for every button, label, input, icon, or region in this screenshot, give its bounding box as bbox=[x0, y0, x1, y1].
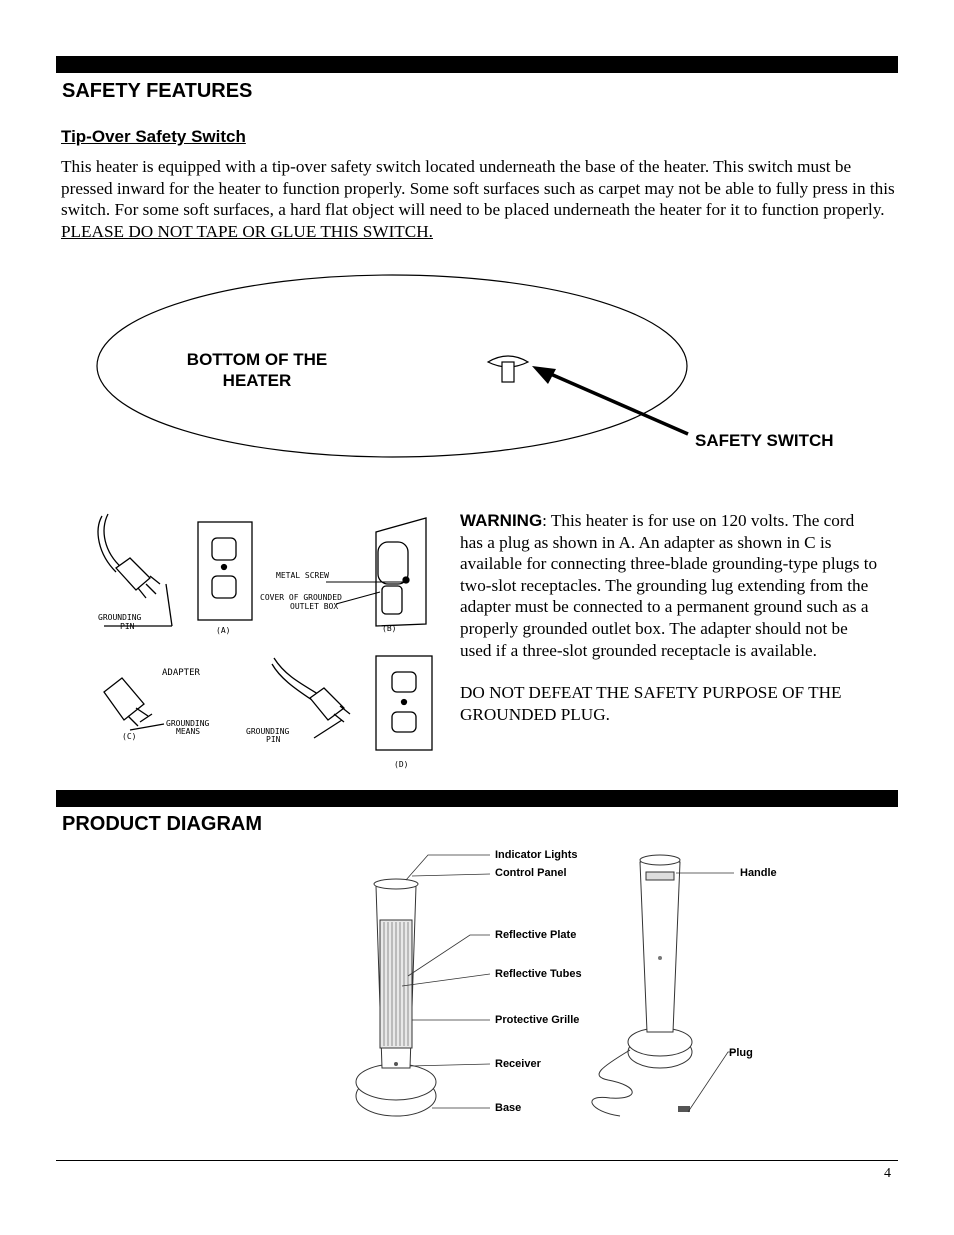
safety-switch-figure bbox=[0, 0, 954, 500]
tip-over-heading: Tip-Over Safety Switch bbox=[61, 127, 246, 146]
outlet-b-drawing bbox=[376, 518, 426, 626]
section-title-safety: SAFETY FEATURES bbox=[62, 80, 253, 102]
label-indicator-lights: Indicator Lights bbox=[495, 849, 578, 861]
grounding-means-label-1: GROUNDING bbox=[166, 719, 210, 728]
page-number: 4 bbox=[884, 1166, 891, 1181]
grounding-pin-label-c2: PIN bbox=[266, 735, 281, 744]
label-receiver: Receiver bbox=[495, 1058, 541, 1070]
footer-rule bbox=[56, 1160, 898, 1161]
receiver-dot bbox=[394, 1062, 398, 1066]
label-plug: Plug bbox=[729, 1047, 753, 1059]
warning-paragraph bbox=[460, 510, 880, 661]
grounding-pin-label-a2: PIN bbox=[120, 622, 135, 631]
leader-lines bbox=[402, 855, 736, 1112]
bottom-of-heater-label: BOTTOM OF THE HEATER bbox=[186, 350, 328, 390]
label-base: Base bbox=[495, 1102, 522, 1114]
label-d: (D) bbox=[394, 760, 409, 769]
cover-label-2: OUTLET BOX bbox=[290, 602, 339, 611]
grounding-pin-label-a: GROUNDING bbox=[98, 613, 142, 622]
metal-screw-label: METAL SCREW bbox=[276, 571, 329, 580]
switch-arrow-head bbox=[532, 366, 556, 384]
switch-icon bbox=[488, 356, 528, 382]
warning-text: : This heater is for use on 120 volts. The cord has a plug as shown in A. An adapter as shown in C is available for connecting three-blade grounding-type plugs to two-slot receptacles. The grounding lug extending from the adapter must be connected to a permanent ground such as a properly grounded outlet box. The adapter should not be used if a three-slot grounded receptacle is available. bbox=[460, 511, 878, 660]
label-b: (B) bbox=[382, 624, 397, 633]
adapter-label: ADAPTER bbox=[162, 668, 200, 678]
side-dot bbox=[658, 956, 662, 960]
plug-c-drawing bbox=[272, 658, 350, 738]
grounding-means-label-2: MEANS bbox=[176, 727, 201, 736]
heater-side-drawing bbox=[628, 855, 692, 1068]
tip-over-body: This heater is equipped with a tip-over safety switch located underneath the base of the heater. This switch must be pressed inward for the heater to function properly. Some soft surfaces such as carpet may not be able to fully press in this switch. For some soft surfaces, a hard flat object will need to be placed underneath the heater for it to function properly. bbox=[61, 157, 895, 220]
power-cord bbox=[592, 1050, 632, 1116]
cover-label-1: COVER OF GROUNDED bbox=[260, 593, 342, 602]
label-reflective-plate: Reflective Plate bbox=[495, 929, 577, 941]
outlet-d-drawing bbox=[376, 656, 432, 750]
warning-label: WARNING bbox=[460, 511, 543, 530]
adapter-c-drawing bbox=[104, 678, 164, 730]
section-divider-bar bbox=[56, 790, 898, 807]
safety-switch-label: SAFETY SWITCH bbox=[695, 431, 834, 450]
grounding-plug-figure bbox=[80, 508, 456, 780]
heater-front-tubes bbox=[384, 922, 408, 1046]
label-control-panel: Control Panel bbox=[495, 867, 567, 879]
label-protective-grille: Protective Grille bbox=[495, 1014, 580, 1026]
section-title-product: PRODUCT DIAGRAM bbox=[62, 813, 262, 835]
tip-over-caution: PLEASE DO NOT TAPE OR GLUE THIS SWITCH. bbox=[61, 221, 433, 241]
plug-a-drawing bbox=[98, 514, 172, 626]
label-c: (C) bbox=[122, 732, 137, 741]
outlet-a-drawing bbox=[198, 522, 252, 620]
grounding-pin-label-c: GROUNDING bbox=[246, 727, 290, 736]
warning-block bbox=[460, 510, 880, 725]
product-diagram bbox=[340, 836, 810, 1148]
label-a: (A) bbox=[216, 626, 231, 635]
label-handle: Handle bbox=[740, 867, 777, 879]
warning-notice: DO NOT DEFEAT THE SAFETY PURPOSE OF THE GROUNDED PLUG. bbox=[460, 683, 842, 724]
label-reflective-tubes: Reflective Tubes bbox=[495, 968, 582, 980]
